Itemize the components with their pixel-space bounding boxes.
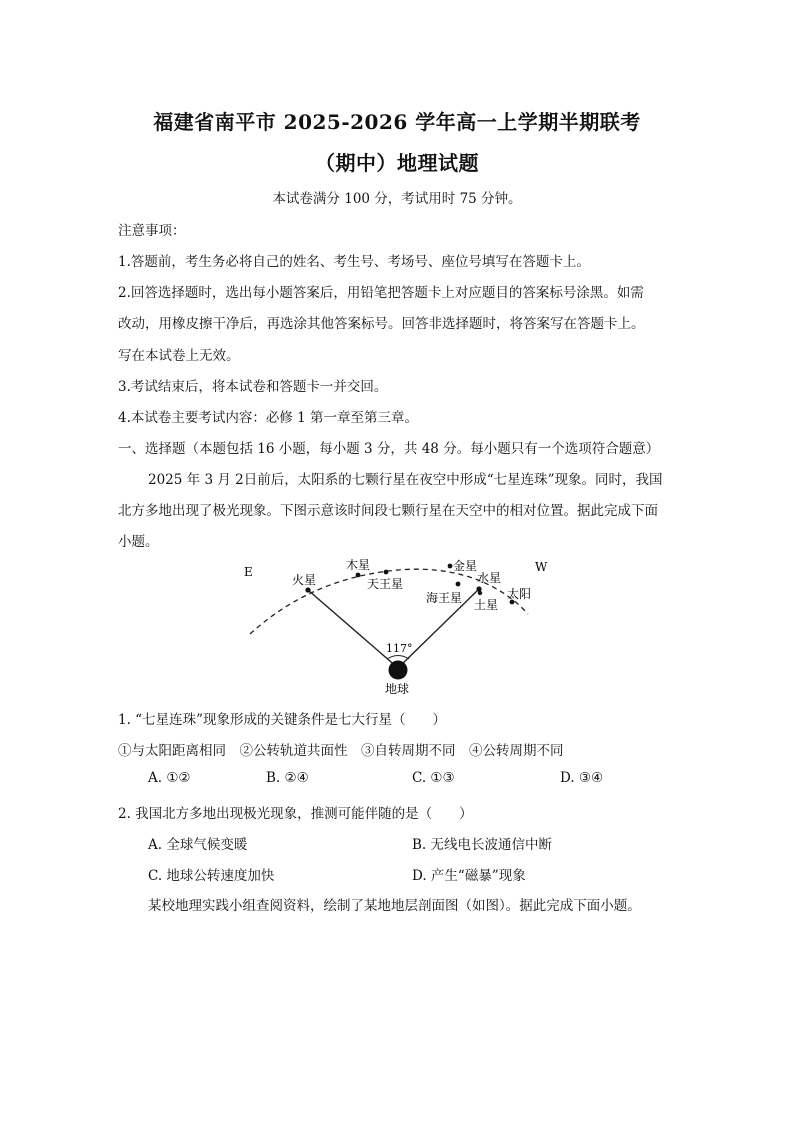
section-heading: 一、选择题（本题包括 16 小题，每小题 3 分，共 48 分。每小题只有一个选项符合题意） xyxy=(118,441,660,457)
sight-line-mars xyxy=(308,590,398,668)
label-mars: 火星 xyxy=(292,573,317,587)
label-angle: 117° xyxy=(386,642,413,655)
note-item-2-line-1: 2.回答选择题时，选出每小题答案后，用铅笔把答题卡上对应题目的答案标号涂黑。如需 xyxy=(118,285,644,301)
label-earth: 地球 xyxy=(385,682,410,696)
planet-venus xyxy=(448,564,453,569)
next-question-intro: 某校地理实践小组查阅资料，绘制了某地地层剖面图（如图）。据此完成下面小题。 xyxy=(148,898,641,914)
earth-disc xyxy=(389,661,408,680)
note-item-2-line-2: 改动，用橡皮擦干净后，再选涂其他答案标号。回答非选择题时，将答案写在答题卡上。 xyxy=(118,316,645,332)
q1-option-a: A. ①② xyxy=(148,770,191,786)
notes-heading: 注意事项： xyxy=(118,223,186,239)
planet-neptune xyxy=(456,582,461,587)
label-saturn: 土星 xyxy=(474,598,499,612)
planet-alignment-diagram xyxy=(236,552,548,698)
angle-arc xyxy=(387,656,409,660)
exam-info: 本试卷满分 100 分，考试用时 75 分钟。 xyxy=(272,191,522,207)
planet-jupiter xyxy=(356,573,361,578)
label-sun: 太阳 xyxy=(507,587,532,601)
note-item-3: 3.考试结束后，将本试卷和答题卡一并交回。 xyxy=(118,379,388,395)
q1-stem: 1. “七星连珠”现象形成的关键条件是七大行星（ ） xyxy=(118,712,446,728)
q2-option-a: A. 全球气候变暖 xyxy=(148,837,248,853)
planet-mercury xyxy=(476,586,481,591)
label-east: E xyxy=(244,565,253,579)
q2-option-b: B. 无线电长波通信中断 xyxy=(412,837,553,853)
label-uranus: 天王星 xyxy=(367,577,404,591)
q1-option-c: C. ①③ xyxy=(412,770,455,786)
label-mercury: 水星 xyxy=(477,571,502,585)
planet-uranus xyxy=(384,570,389,575)
q2-option-c: C. 地球公转速度加快 xyxy=(148,868,275,884)
q2-stem: 2. 我国北方多地出现极光现象，推测可能伴随的是（ ） xyxy=(118,806,473,822)
q2-option-d: D. 产生“磁暴”现象 xyxy=(412,868,526,884)
planet-mars xyxy=(305,587,310,592)
q1-option-b: B. ②④ xyxy=(266,770,309,786)
planet-saturn xyxy=(478,591,482,595)
label-west: W xyxy=(535,560,548,574)
note-item-1: 1.答题前，考生务必将自己的姓名、考生号、考场号、座位号填写在答题卡上。 xyxy=(118,254,590,270)
question-intro-line-2: 北方多地出现了极光现象。下图示意该时间段七颗行星在天空中的相对位置。据此完成下面 xyxy=(118,503,658,519)
question-intro-line-3: 小题。 xyxy=(118,534,159,550)
q1-option-d: D. ③④ xyxy=(560,770,604,786)
note-item-4: 4.本试卷主要考试内容：必修 1 第一章至第三章。 xyxy=(118,410,419,426)
exam-title-subject: （期中）地理试题 xyxy=(315,151,479,175)
question-intro-line-1: 2025 年 3 月 2日前后，太阳系的七颗行星在夜空中形成“七星连珠”现象。同时，我国 xyxy=(148,472,663,488)
q1-statements: ①与太阳距离相同 ②公转轨道共面性 ③自转周期不同 ④公转周期不同 xyxy=(118,743,564,759)
note-item-2-line-3: 写在本试卷上无效。 xyxy=(118,348,240,364)
label-venus: 金星 xyxy=(453,559,478,573)
label-neptune: 海王星 xyxy=(426,591,463,605)
exam-title: 福建省南平市 2025-2026 学年高一上学期半期联考 xyxy=(153,110,641,134)
label-jupiter: 木星 xyxy=(346,558,371,572)
